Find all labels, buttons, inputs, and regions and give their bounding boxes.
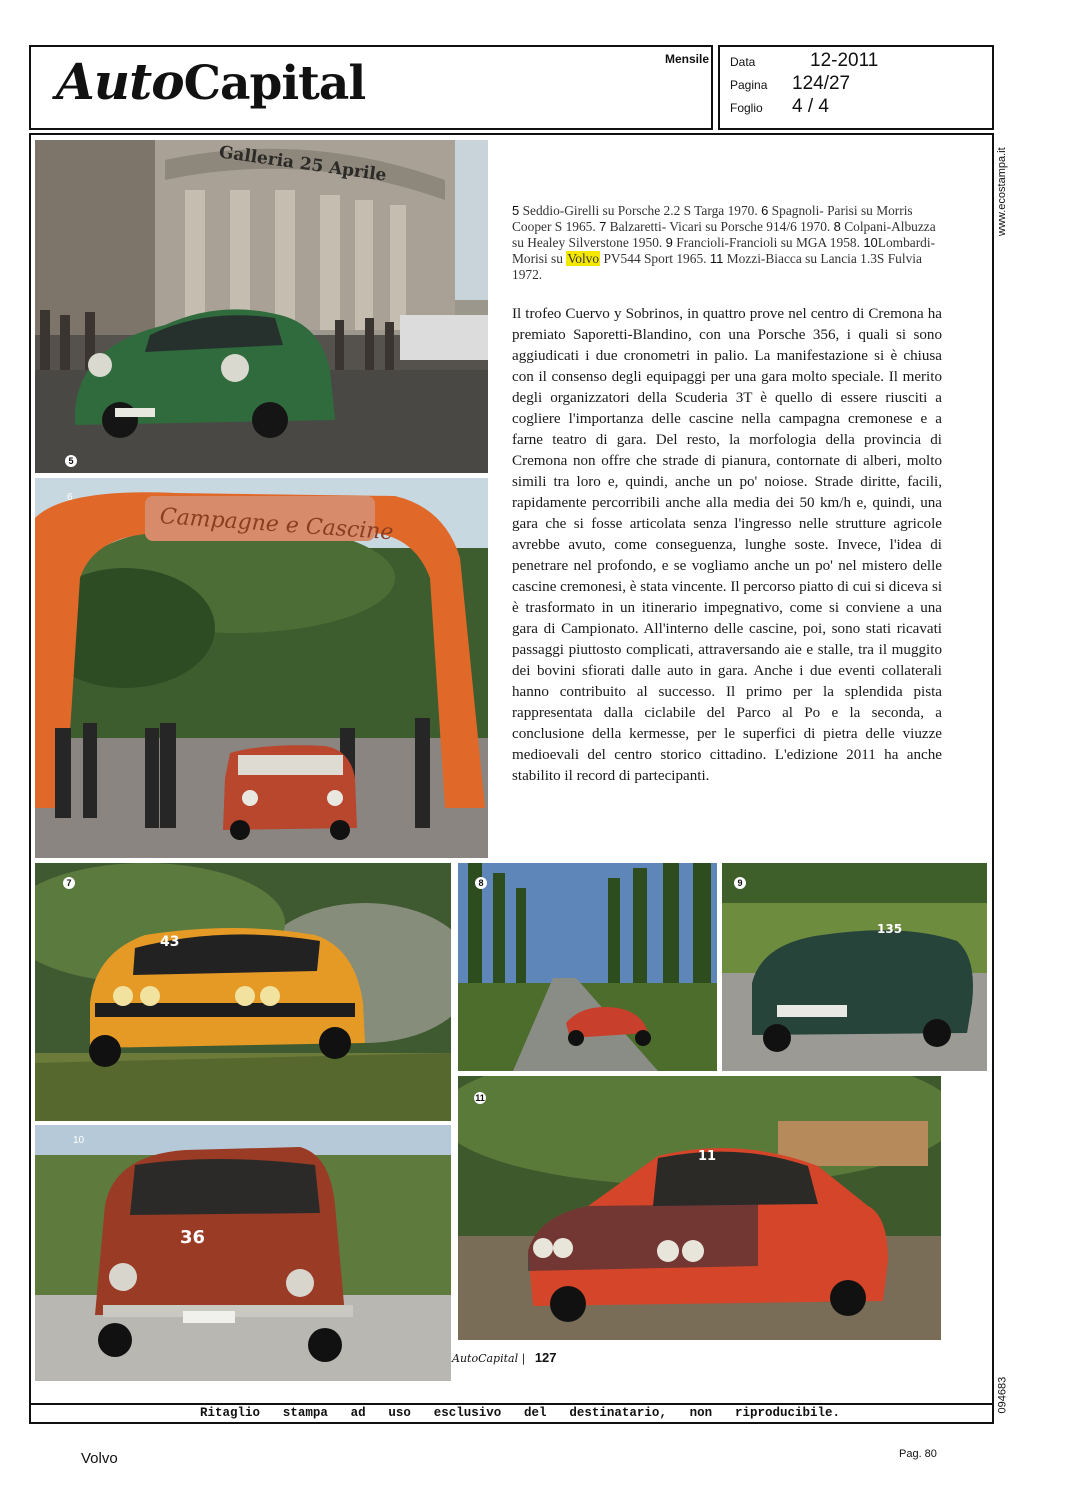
meta-value-pagina: 124/27 [792, 73, 851, 94]
caption-8: Colpani-Albuzza su Healey Silverstone 1950. [512, 219, 936, 250]
caption-7: Balzaretti- Vicari su Porsche 914/6 1970. [609, 219, 831, 234]
photo-number-8: 8 [475, 877, 487, 889]
meta-value-foglio: 4 / 4 [792, 96, 829, 117]
photo-9-mga [722, 863, 987, 1071]
photo-7-porsche-914 [35, 863, 451, 1121]
caption-5: Seddio-Girelli su Porsche 2.2 S Targa 1970. [522, 203, 758, 218]
photo-captions [512, 203, 938, 283]
photo-10-illustration [35, 1125, 451, 1381]
photo-6-mini-arch [35, 478, 488, 858]
meta-value-data: 12-2011 [810, 50, 879, 71]
reproduction-notice: Ritaglio stampa ad uso esclusivo del destinatario, non riproducibile. [200, 1406, 840, 1420]
meta-label-pagina: Pagina [730, 78, 768, 92]
photo-number-11: 11 [475, 1093, 485, 1103]
caption-10-after: PV544 Sport 1965. [603, 251, 707, 266]
page-number-label: Pag. 80 [899, 1448, 937, 1460]
photo-number-10: 10 [73, 1135, 85, 1146]
website-label: www.ecostampa.it [996, 147, 1008, 236]
caption-num-9: 9 [665, 235, 673, 250]
photo-9-illustration [722, 863, 987, 1071]
caption-num-7: 7 [599, 219, 607, 234]
article-body: Il trofeo Cuervo y Sobrinos, in quattro prove nel centro di Cremona ha premiato Saporetti-Blandino, con una Porsche 356, i quali si sono aggiudicati i due cronometri in palio. La manifestazione si è chiusa con il consenso degli equipaggi per una gara molto speciale. Il merito degli organizzatori della Scuderia 3T è quello di essere riusciti a cogliere l'importanza delle cascine nella campagna cremonese e a farne teatro di gara. Del resto, la morfologia della provincia di Cremona non offre che strade di pianura, contornate di alberi, molto simili tra loro e, quindi, anche un po' noiose. Strade diritte, facili, rapidamente percorribili anche alla media dei 50 km/h e, quindi, una gara che si fosse articolata senza l'ingresso nelle strutture agricole avrebbe avuto, come conseguenza, lunghe soste. Invece, l'idea di penetrare nel profondo, e se vogliamo anche un po' nel mistero delle cascine cremonesi, è stata vincente. Il percorso piatto di cui si diceva si è trasformato in un itinerario impegnativo, come si conviene a una gara di Campionato. All'interno delle cascine, poi, sono stati ricavati passaggi piuttosto complicati, attraversando aie e stalle, tra il muggito dei bovini sfiorati dalle auto in gara. Anche i due eventi collaterali hanno contribuito al successo. Il primo per la splendida pista rappresentata dalla ciclabile del Parco al Po e la seconda, a conclusione della kermesse, per le superfici di pietra delle viuzze medioevali del centro storico cittadino. L'edizione 2011 ha anche stabilito il record di partecipanti. [512, 306, 943, 784]
frequency-label: Mensile [665, 52, 710, 66]
caption-num-5: 5 [512, 203, 520, 218]
photo-number-9: 9 [734, 877, 746, 889]
photo-11-lancia [458, 1076, 941, 1340]
caption-9: Francioli-Francioli su MGA 1958. [676, 235, 860, 250]
folio-brand: AutoCapital [452, 1352, 519, 1365]
photo-8-illustration [458, 863, 717, 1071]
folio-page-number: 127 [534, 1350, 557, 1365]
keyword-label: Volvo [81, 1450, 118, 1467]
caption-6: Spagnoli- Parisi su Morris Cooper S 1965. [512, 203, 913, 234]
photo-5-porsche-galleria [35, 140, 488, 473]
svg-text:36: 36 [180, 1227, 206, 1248]
caption-num-8: 8 [833, 219, 841, 234]
photo-number-5: 5 [65, 455, 77, 467]
keyword-highlight: Volvo [567, 251, 600, 266]
galleria-sign-text: Galleria 25 Aprile [217, 142, 388, 186]
photo-7-illustration [35, 863, 451, 1121]
caption-num-6: 6 [761, 203, 769, 218]
caption-11: Mozzi-Biacca su Lancia 1.3S Fulvia 1972. [512, 251, 922, 282]
autocapital-logo: AutoCapital [56, 52, 366, 111]
photo-8-healey-road [458, 863, 717, 1071]
photo-6-illustration [35, 478, 488, 858]
photo-number-6: 6 [67, 492, 73, 503]
archive-code: 094683 [996, 1376, 1009, 1414]
svg-text:43: 43 [160, 934, 180, 950]
svg-text:11: 11 [698, 1149, 717, 1164]
caption-num-11: 11 [709, 251, 724, 266]
campagne-banner-text: Campagne e Cascine [158, 504, 395, 546]
photo-10-volvo [35, 1125, 451, 1381]
svg-text:135: 135 [877, 922, 903, 936]
meta-label-foglio: Foglio [730, 101, 763, 115]
photo-11-illustration [458, 1076, 941, 1340]
caption-num-10: 10 [863, 235, 878, 250]
footer-divider [29, 1403, 994, 1405]
photo-5-illustration [35, 140, 488, 473]
page-folio: AutoCapital | 127 [452, 1350, 557, 1365]
photo-number-7: 7 [63, 877, 75, 889]
meta-label-data: Data [730, 55, 756, 69]
caption-10-before: Lombardi-Morisi su [512, 235, 936, 266]
